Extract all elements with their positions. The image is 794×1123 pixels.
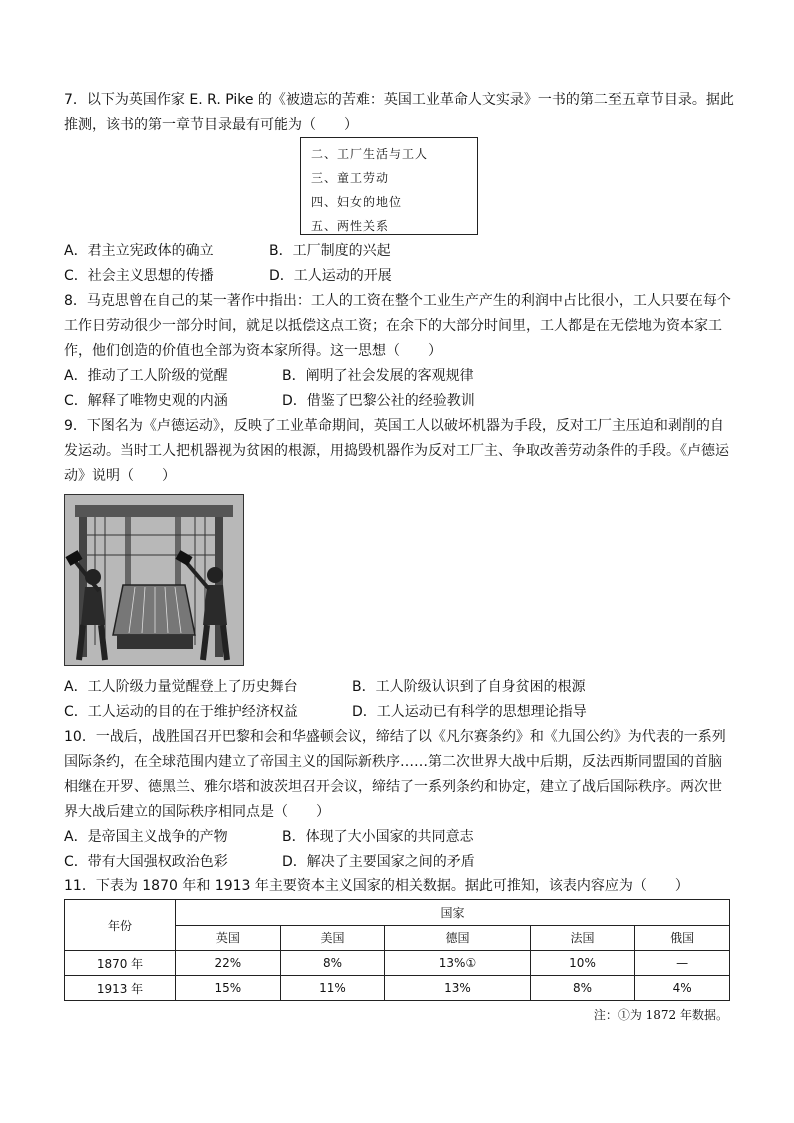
q9-line: 动》说明（ ） xyxy=(64,468,176,484)
q11-line: 11．下表为 1870 年和 1913 年主要资本主义国家的相关数据。据此可推知，该表内容应为（ ） xyxy=(64,878,689,894)
table-row xyxy=(65,976,730,1001)
q9-line: 9．下图名为《卢德运动》，反映了工业革命期间，英国工人以破坏机器为手段，反对工厂主压迫和剥削的自 xyxy=(64,418,724,434)
table-row xyxy=(65,951,730,976)
table-cell: 8% xyxy=(530,976,635,1001)
question-10-stem xyxy=(64,725,734,825)
q8-line: 8．马克思曾在自己的某一著作中指出：工人的工资在整个工业生产产生的利润中占比很小，工人只要在每个 xyxy=(64,293,731,309)
q7-table-of-contents-box xyxy=(300,137,478,235)
q8-option-c[interactable]: C．解释了唯物史观的内涵 xyxy=(64,393,228,409)
q8-line: 工作日劳动很少一部分时间，就足以抵偿这点工资；在余下的大部分时间里，工人都是在无偿地为资本家工 xyxy=(64,318,722,334)
country-header: 英国 xyxy=(176,925,281,951)
q7-option-d[interactable]: D．工人运动的开展 xyxy=(269,268,392,284)
q9-option-b[interactable]: B．工人阶级认识到了自身贫困的根源 xyxy=(352,679,586,695)
q9-option-a[interactable]: A．工人阶级力量觉醒登上了历史舞台 xyxy=(64,679,298,695)
q8-line: 作，他们创造的价值也全部为资本家所得。这一思想（ ） xyxy=(64,343,442,359)
row-year: 1870 年 xyxy=(65,951,176,976)
country-data-table xyxy=(64,899,730,1001)
q7-option-a[interactable]: A．君主立宪政体的确立 xyxy=(64,243,214,259)
q7-line: 7．以下为英国作家 E. R. Pike 的《被遗忘的苦难：英国工业革命人文实录》一书的第二至五章节目录。据此 xyxy=(64,92,734,108)
table-footnote: 注：①为 1872 年数据。 xyxy=(593,1008,728,1022)
luddite-movement-illustration xyxy=(64,494,244,666)
q10-option-d[interactable]: D．解决了主要国家之间的矛盾 xyxy=(282,854,475,870)
table-cell: 15% xyxy=(176,976,281,1001)
question-11-stem xyxy=(64,874,734,899)
question-8-stem xyxy=(64,289,734,364)
q10-option-a[interactable]: A．是帝国主义战争的产物 xyxy=(64,829,228,845)
table-cell: 22% xyxy=(176,951,281,976)
q7-option-b[interactable]: B．工厂制度的兴起 xyxy=(269,243,391,259)
q10-line: 10．一战后，战胜国召开巴黎和会和华盛顿会议，缔结了以《凡尔赛条约》和《九国公约》为代表的一系列 xyxy=(64,729,726,745)
q10-line: 界大战后建立的国际秩序相同点是（ ） xyxy=(64,804,330,820)
table-cell: — xyxy=(635,951,730,976)
toc-item: 三、童工劳动 xyxy=(311,171,390,185)
q8-option-b[interactable]: B．阐明了社会发展的客观规律 xyxy=(282,368,474,384)
year-header: 年份 xyxy=(65,900,176,951)
country-header: 法国 xyxy=(530,925,635,951)
country-header: 德国 xyxy=(385,925,530,951)
q10-line: 国际条约，在全球范围内建立了帝国主义的国际新秩序……第二次世界大战中后期，反法西斯同盟国的首脑 xyxy=(64,754,722,770)
toc-item: 二、工厂生活与工人 xyxy=(311,147,429,161)
table-cell: 10% xyxy=(530,951,635,976)
q9-line: 发运动。当时工人把机器视为贫困的根源，用捣毁机器作为反对工厂主、争取改善劳动条件的手段。《卢德运 xyxy=(64,443,729,459)
country-header: 俄国 xyxy=(635,925,730,951)
q7-option-c[interactable]: C．社会主义思想的传播 xyxy=(64,268,214,284)
table-cell: 13%① xyxy=(385,951,530,976)
toc-item: 四、妇女的地位 xyxy=(311,195,403,209)
toc-item: 五、两性关系 xyxy=(311,219,390,233)
country-group-header: 国家 xyxy=(176,900,730,926)
table-cell: 4% xyxy=(635,976,730,1001)
q7-line: 推测，该书的第一章节目录最有可能为（ ） xyxy=(64,117,358,133)
question-7-stem xyxy=(64,88,734,138)
q9-option-c[interactable]: C．工人运动的目的在于维护经济权益 xyxy=(64,704,298,720)
q8-option-a[interactable]: A．推动了工人阶级的觉醒 xyxy=(64,368,228,384)
q10-line: 相继在开罗、德黑兰、雅尔塔和波茨坦召开会议，缔结了一系列条约和协定，建立了战后国际秩序。两次世 xyxy=(64,779,722,795)
q9-option-d[interactable]: D．工人运动已有科学的思想理论指导 xyxy=(352,704,587,720)
q10-option-c[interactable]: C．带有大国强权政治色彩 xyxy=(64,854,228,870)
country-header: 美国 xyxy=(280,925,385,951)
q10-option-b[interactable]: B．体现了大小国家的共同意志 xyxy=(282,829,474,845)
table-cell: 8% xyxy=(280,951,385,976)
question-9-stem xyxy=(64,414,734,489)
luddite-engraving-image xyxy=(65,495,243,665)
row-year: 1913 年 xyxy=(65,976,176,1001)
table-cell: 11% xyxy=(280,976,385,1001)
q8-option-d[interactable]: D．借鉴了巴黎公社的经验教训 xyxy=(282,393,475,409)
table-cell: 13% xyxy=(385,976,530,1001)
